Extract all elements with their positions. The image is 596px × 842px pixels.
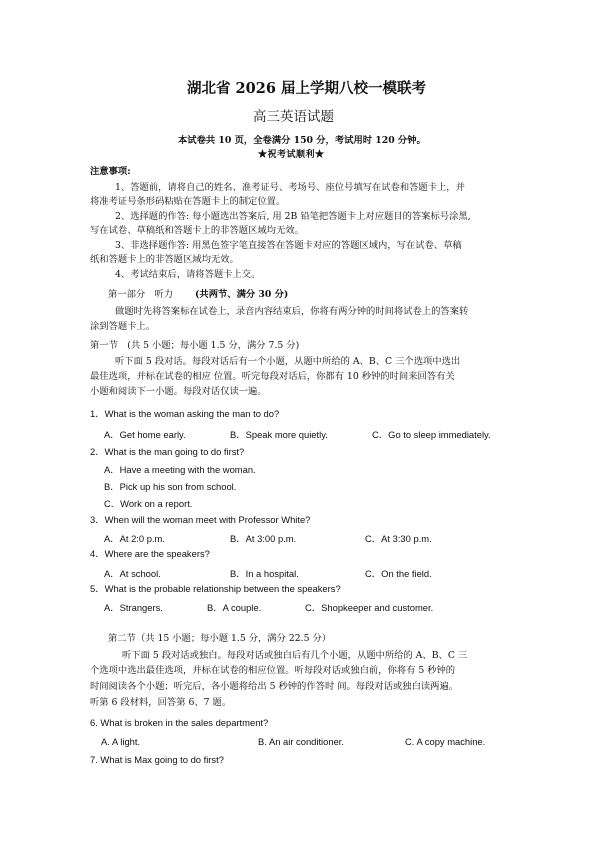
option-3b: B．At 3:00 p.m. (230, 533, 297, 544)
option-5c: C．Shopkeeper and customer. (305, 602, 434, 613)
section2-instruction: 个选项中选出最佳选项，并标在试卷的相应位置。听每段对话或独白前，你将有 5 秒钟的 (90, 665, 456, 676)
part1-score: (共两节、满分 30 分) (195, 289, 289, 300)
exam-motto: ★祝考试顺利★ (258, 150, 325, 160)
option-1c: C．Go to sleep immediately. (372, 429, 491, 440)
question-7: 7. What is Max going to do first? (90, 754, 224, 765)
option-4b: B．In a hospital. (230, 568, 299, 579)
section2-instruction: 时间阅读各个小题；听完后，各小题将给出 5 秒钟的作答时 间。每段对话或独白读两遍。 (90, 681, 459, 692)
option-1b: B．Speak more quietly. (230, 429, 328, 440)
notice-line: 将准考证号条形码粘贴在答题卡上的制定位置。 (90, 196, 286, 207)
notice-line: 2、选择题的作答: 每小题选出答案后, 用 2B 铅笔把答题卡上对应题目的答案标号涂黑, (115, 211, 471, 222)
question-5: 5．What is the probable relationship between the speakers? (90, 583, 341, 594)
option-5b: B．A couple. (207, 602, 262, 613)
question-1: 1．What is the woman asking the man to do? (90, 408, 280, 419)
section1-instruction: 最佳选项，并标在试卷的相应 位置。听完每段对话后，你都有 10 秒钟的时间来回答有关 (90, 371, 455, 382)
option-6b: B. An air conditioner. (258, 736, 344, 747)
exam-title: 湖北省 2026 届上学期八校一模联考 (187, 80, 426, 97)
option-2c: C．Work on a report. (104, 498, 193, 509)
notice-heading: 注意事项: (90, 166, 131, 177)
option-6a: A. A light. (101, 736, 141, 747)
option-1a: A．Get home early. (104, 429, 186, 440)
notice-line: 1、答题前，请将自己的姓名、准考证号、考场号、座位号填写在试卷和答题卡上，并 (115, 182, 465, 193)
section1-instruction: 听下面 5 段对话。每段对话后有一个小题，从题中所给的 A、B、C 三个选项中选出 (115, 356, 461, 367)
option-5a: A．Strangers. (104, 602, 163, 613)
question-2: 2．What is the man going to do first? (90, 446, 245, 457)
question-4: 4．Where are the speakers? (90, 548, 210, 559)
option-4c: C．On the field. (365, 568, 432, 579)
option-4a: A．At school. (104, 568, 161, 579)
option-3c: C．At 3:30 p.m. (365, 533, 432, 544)
section1-instruction: 小题和阅读下一小题。每段对话仅读一遍。 (90, 386, 267, 397)
part1-instruction: 涂到答题卡上。 (90, 321, 156, 332)
part1-instruction: 做题时先将答案标在试卷上，录音内容结束后，你将有两分钟的时间将试卷上的答案转 (115, 306, 469, 317)
section2-instruction: 听下面 5 段对话或独白。每段对话或独白后有几个小题，从题中所给的 A、B、C 三 (122, 650, 468, 661)
section1-heading: 第一节 (共 5 小题；每小题 1.5 分，满分 7.5 分) (90, 340, 300, 351)
exam-info: 本试卷共 10 页，全卷满分 150 分，考试用时 120 分钟。 (178, 135, 426, 146)
option-6c: C. A copy machine. (405, 736, 486, 747)
exam-subtitle: 高三英语试题 (253, 109, 334, 125)
notice-line: 4、考试结束后，请将答题卡上交。 (115, 269, 261, 280)
notice-line: 纸和答题卡上的非答题区域均无效。 (90, 254, 239, 265)
part1-label: 第一部分 听力 (108, 289, 174, 300)
question-3: 3．When will the woman meet with Professor White? (90, 514, 311, 525)
option-2b: B．Pick up his son from school. (104, 481, 237, 492)
notice-line: 3、非选择题作答: 用黑色签字笔直接答在答题卡对应的答题区域内，写在试卷、草稿 (115, 240, 462, 251)
question-6: 6. What is broken in the sales department? (90, 717, 269, 728)
section2-heading: 第二节（共 15 小题；每小题 1.5 分，满分 22.5 分） (108, 633, 332, 644)
notice-line: 写在试卷、草稿纸和答题卡上的非答题区域均无效。 (90, 225, 304, 236)
section2-instruction: 听第 6 段材料，回答第 6、7 题。 (90, 697, 232, 708)
option-2a: A．Have a meeting with the woman. (104, 464, 256, 475)
option-3a: A．At 2:0 p.m. (104, 533, 165, 544)
